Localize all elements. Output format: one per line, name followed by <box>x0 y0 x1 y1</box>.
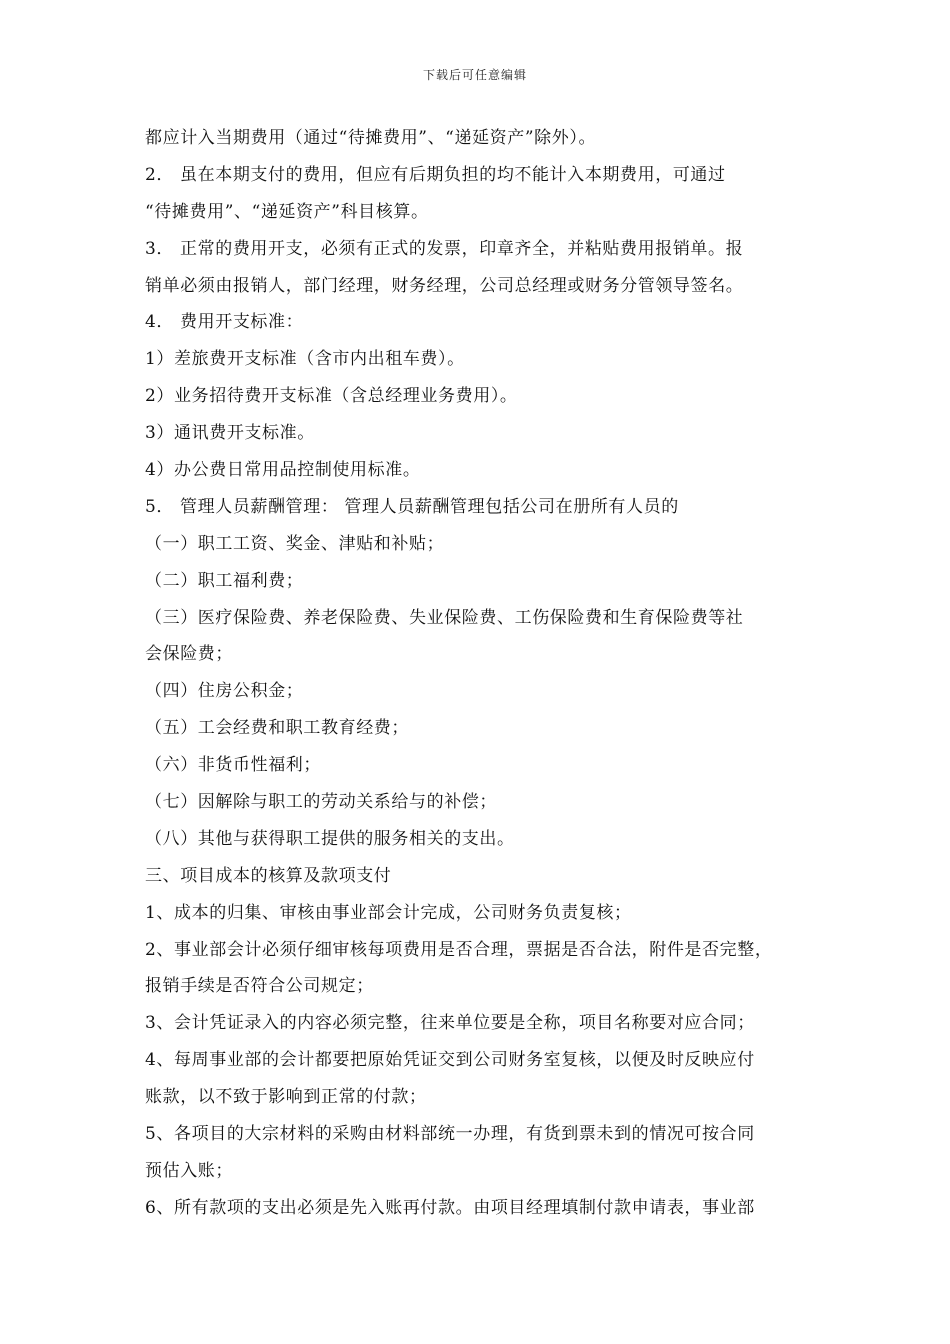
text-line: （一）职工工资、奖金、津贴和补贴； <box>145 533 445 554</box>
text-line: 1、成本的归集、审核由事业部会计完成，公司财务负责复核； <box>145 902 632 923</box>
text-line: 报销手续是否符合公司规定； <box>145 976 374 997</box>
text-line: 2）业务招待费开支标准（含总经理业务费用）。 <box>145 386 518 407</box>
section-heading: 三、项目成本的核算及款项支付 <box>145 865 392 886</box>
text-line: 4、每周事业部的会计都要把原始凭证交到公司财务室复核，以便及时反映应付 <box>145 1050 755 1071</box>
text-line: （二）职工福利费； <box>145 570 304 591</box>
page-header-note: 下载后可任意编辑 <box>422 68 527 82</box>
text-line: （五）工会经费和职工教育经费； <box>145 718 409 739</box>
text-line: 5、各项目的大宗材料的采购由材料部统一办理，有货到票未到的情况可按合同 <box>145 1124 755 1145</box>
text-line: （七）因解除与职工的劳动关系给与的补偿； <box>145 792 497 813</box>
text-line: 4． 费用开支标准： <box>145 312 304 333</box>
text-line: 5． 管理人员薪酬管理： 管理人员薪酬管理包括公司在册所有人员的 <box>145 496 679 517</box>
document-body <box>145 120 820 1227</box>
text-line: 都应计入当期费用（通过“待摊费用”、“递延资产”除外）。 <box>145 128 597 148</box>
text-line: （六）非货币性福利； <box>145 755 321 776</box>
text-line: 2、事业部会计必须仔细审核每项费用是否合理，票据是否合法，附件是否完整， <box>145 939 773 960</box>
text-line: 3、会计凭证录入的内容必须完整，往来单位要是全称，项目名称要对应合同； <box>145 1013 755 1034</box>
text-line: 2． 虽在本期支付的费用，但应有后期负担的均不能计入本期费用，可通过 <box>145 164 726 185</box>
text-line: （八）其他与获得职工提供的服务相关的支出。 <box>145 828 515 849</box>
text-line: 会保险费； <box>145 644 233 665</box>
text-line: 销单必须由报销人，部门经理，财务经理，公司总经理或财务分管领导签名。 <box>145 275 744 296</box>
text-line: （四）住房公积金； <box>145 681 304 702</box>
text-line: “待摊费用”、“递延资产”科目核算。 <box>145 201 429 222</box>
text-line: 3． 正常的费用开支，必须有正式的发票，印章齐全，并粘贴费用报销单。报 <box>145 238 744 259</box>
text-line: 1）差旅费开支标准（含市内出租车费）。 <box>145 349 465 370</box>
text-line: 4）办公费日常用品控制使用标准。 <box>145 460 421 481</box>
text-line: 账款，以不致于影响到正常的付款； <box>145 1087 427 1108</box>
text-line: （三）医疗保险费、养老保险费、失业保险费、工伤保险费和生育保险费等社 <box>145 607 744 628</box>
text-line: 6、所有款项的支出必须是先入账再付款。由项目经理填制付款申请表，事业部 <box>145 1197 755 1218</box>
text-line: 预估入账； <box>145 1160 233 1181</box>
text-line: 3）通讯费开支标准。 <box>145 423 315 444</box>
